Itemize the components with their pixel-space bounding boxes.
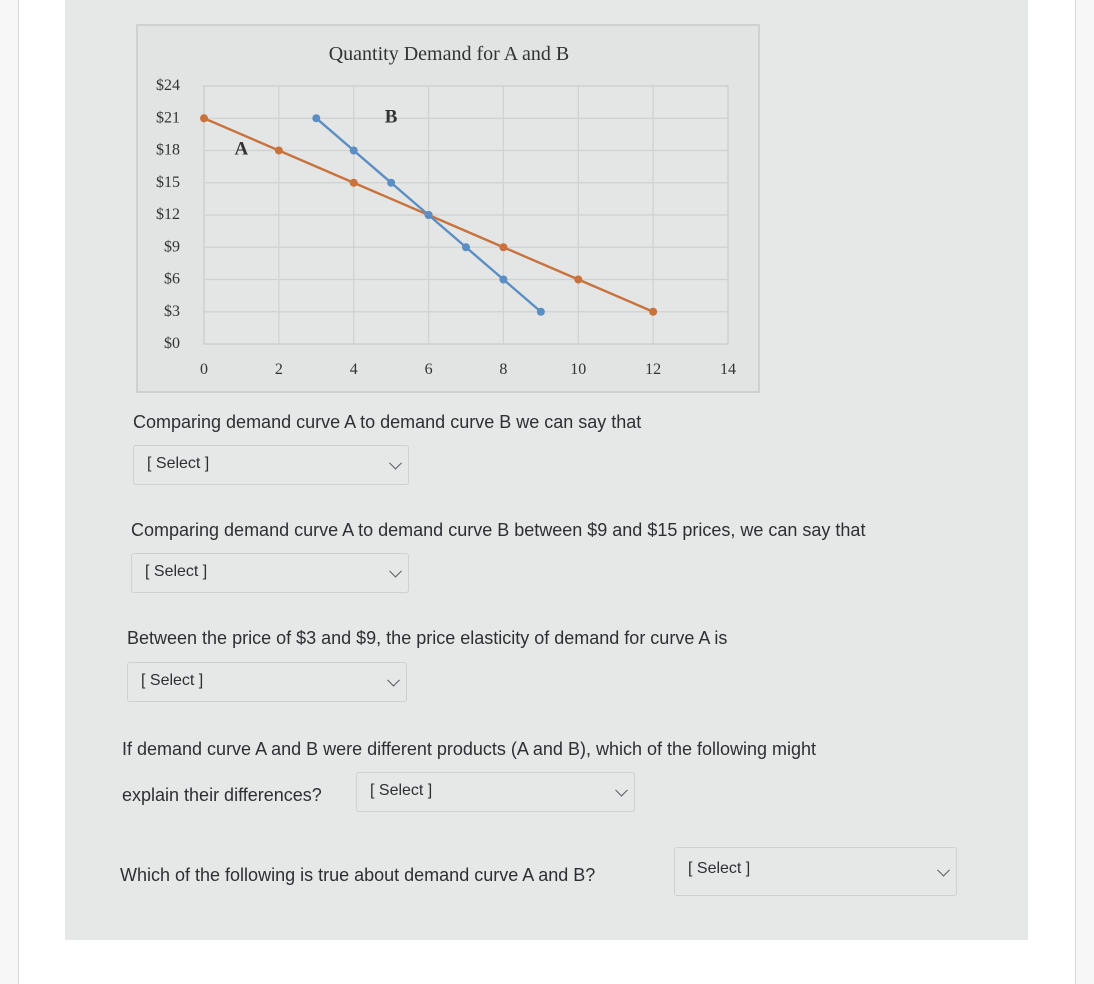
question-3-text: Between the price of $3 and $9, the price elasticity of demand for curve A is xyxy=(127,628,728,648)
series-label-a: A xyxy=(234,138,249,160)
data-point-a xyxy=(200,114,208,122)
question-1-text: Comparing demand curve A to demand curve B we can say that xyxy=(133,412,642,432)
data-point-a xyxy=(649,308,657,316)
data-point-a xyxy=(574,276,582,284)
x-tick-label: 12 xyxy=(645,361,662,378)
x-tick-label: 2 xyxy=(274,361,283,378)
demand-chart-svg xyxy=(138,26,758,391)
series-label-b: B xyxy=(384,106,398,128)
x-tick-label: 10 xyxy=(570,361,587,378)
y-tick-label: $6 xyxy=(164,270,180,288)
chevron-down-icon xyxy=(389,565,402,578)
data-point-b xyxy=(425,211,433,219)
question-2-text: Comparing demand curve A to demand curve B between $9 and $15 prices, we can say that xyxy=(131,520,866,540)
question-5-select[interactable] xyxy=(674,847,957,896)
question-4-text-line2: explain their differences? xyxy=(122,785,322,805)
data-point-b xyxy=(499,276,507,284)
data-point-a xyxy=(350,179,358,187)
y-tick-label: $18 xyxy=(156,141,180,159)
question-1-select[interactable] xyxy=(133,445,409,485)
chart-grid xyxy=(204,86,728,344)
data-point-a xyxy=(499,243,507,251)
question-5-select-label: [ Select ] xyxy=(688,860,751,877)
y-tick-label: $15 xyxy=(156,173,180,191)
question-2-select[interactable] xyxy=(131,553,409,593)
question-4-select-label: [ Select ] xyxy=(370,782,433,799)
chevron-down-icon xyxy=(937,863,950,876)
x-tick-label: 8 xyxy=(499,361,508,378)
data-point-a xyxy=(275,147,283,155)
data-point-b xyxy=(537,308,545,316)
question-1-select-label: [ Select ] xyxy=(147,455,210,472)
question-5-text: Which of the following is true about demand curve A and B? xyxy=(120,865,596,885)
question-2-select-label: [ Select ] xyxy=(145,563,208,580)
x-tick-label: 14 xyxy=(720,361,736,378)
y-tick-label: $24 xyxy=(156,77,180,94)
question-3-select-label: [ Select ] xyxy=(141,672,204,689)
question-4-select[interactable] xyxy=(356,772,635,812)
chevron-down-icon xyxy=(389,457,402,470)
question-3-select[interactable] xyxy=(127,662,407,702)
chevron-down-icon xyxy=(387,674,400,687)
y-tick-label: $21 xyxy=(156,109,180,127)
x-tick-label: 0 xyxy=(200,361,208,378)
data-point-b xyxy=(350,147,358,155)
x-tick-label: 4 xyxy=(349,361,358,378)
y-tick-label: $9 xyxy=(164,238,180,256)
data-point-b xyxy=(312,114,320,122)
demand-chart xyxy=(136,24,760,393)
question-4-text-line1: If demand curve A and B were different products (A and B), which of the following might xyxy=(122,739,817,759)
data-point-b xyxy=(387,179,395,187)
chevron-down-icon xyxy=(615,784,628,797)
chart-title: Quantity Demand for A and B xyxy=(328,43,570,65)
x-tick-label: 6 xyxy=(424,361,433,378)
y-tick-label: $0 xyxy=(164,335,180,352)
y-tick-label: $12 xyxy=(156,206,180,223)
y-tick-label: $3 xyxy=(164,302,180,320)
data-point-b xyxy=(462,243,470,251)
